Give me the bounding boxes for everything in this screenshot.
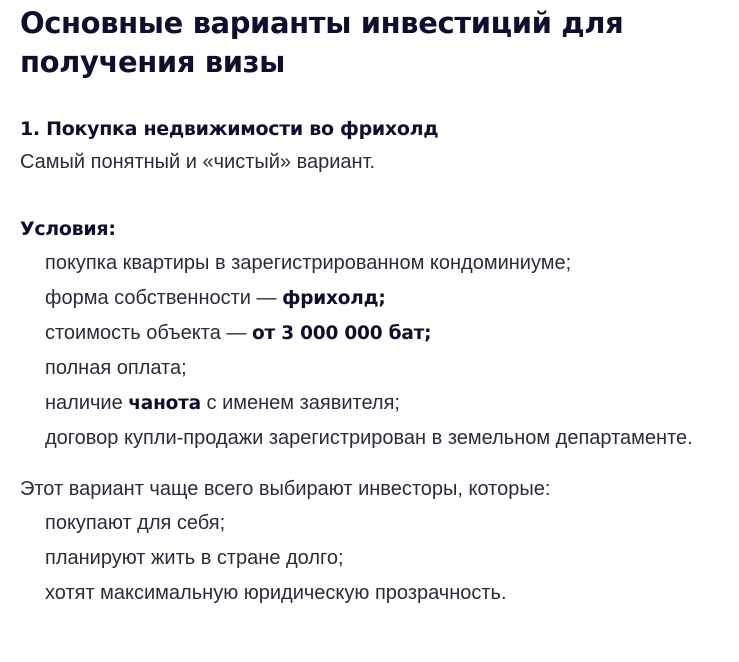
article-title: Основные варианты инвестиций для получения визы: [20, 6, 624, 79]
condition-text: форма собственности —: [45, 287, 283, 309]
trait-item: планируют жить в стране долго;: [45, 547, 344, 569]
condition-emphasis: фрихолд;: [282, 288, 386, 309]
condition-emphasis: от 3 000 000 бат;: [251, 323, 432, 344]
article: [20, 0, 720, 611]
section-heading: 1. Покупка недвижимости во фрихолд: [20, 118, 439, 140]
condition-text: стоимость объекта —: [45, 322, 252, 344]
condition-text: договор купли-продажи зарегистрирован в земельном департаменте.: [45, 427, 693, 449]
conditions-label: Условия:: [20, 218, 116, 240]
trait-item: хотят максимальную юридическую прозрачность.: [45, 582, 507, 604]
condition-text: полная оплата;: [45, 357, 187, 379]
investor-traits-list: [20, 506, 720, 611]
condition-item: [45, 351, 720, 386]
trait-item: покупают для себя;: [45, 512, 226, 534]
conditions-list: [20, 246, 720, 456]
condition-text: наличие: [45, 392, 129, 414]
condition-item: [45, 421, 720, 456]
condition-text: с именем заявителя;: [200, 392, 400, 414]
condition-item: [45, 281, 720, 316]
summary-paragraph: Этот вариант чаще всего выбирают инвесторы, которые:: [20, 478, 551, 500]
condition-item: [45, 246, 720, 281]
condition-emphasis: чанота: [128, 393, 201, 414]
condition-item: [45, 316, 720, 351]
intro-paragraph: Самый понятный и «чистый» вариант.: [20, 151, 376, 173]
condition-text: покупка квартиры в зарегистрированном кондоминиуме;: [45, 252, 572, 274]
condition-item: [45, 386, 720, 421]
